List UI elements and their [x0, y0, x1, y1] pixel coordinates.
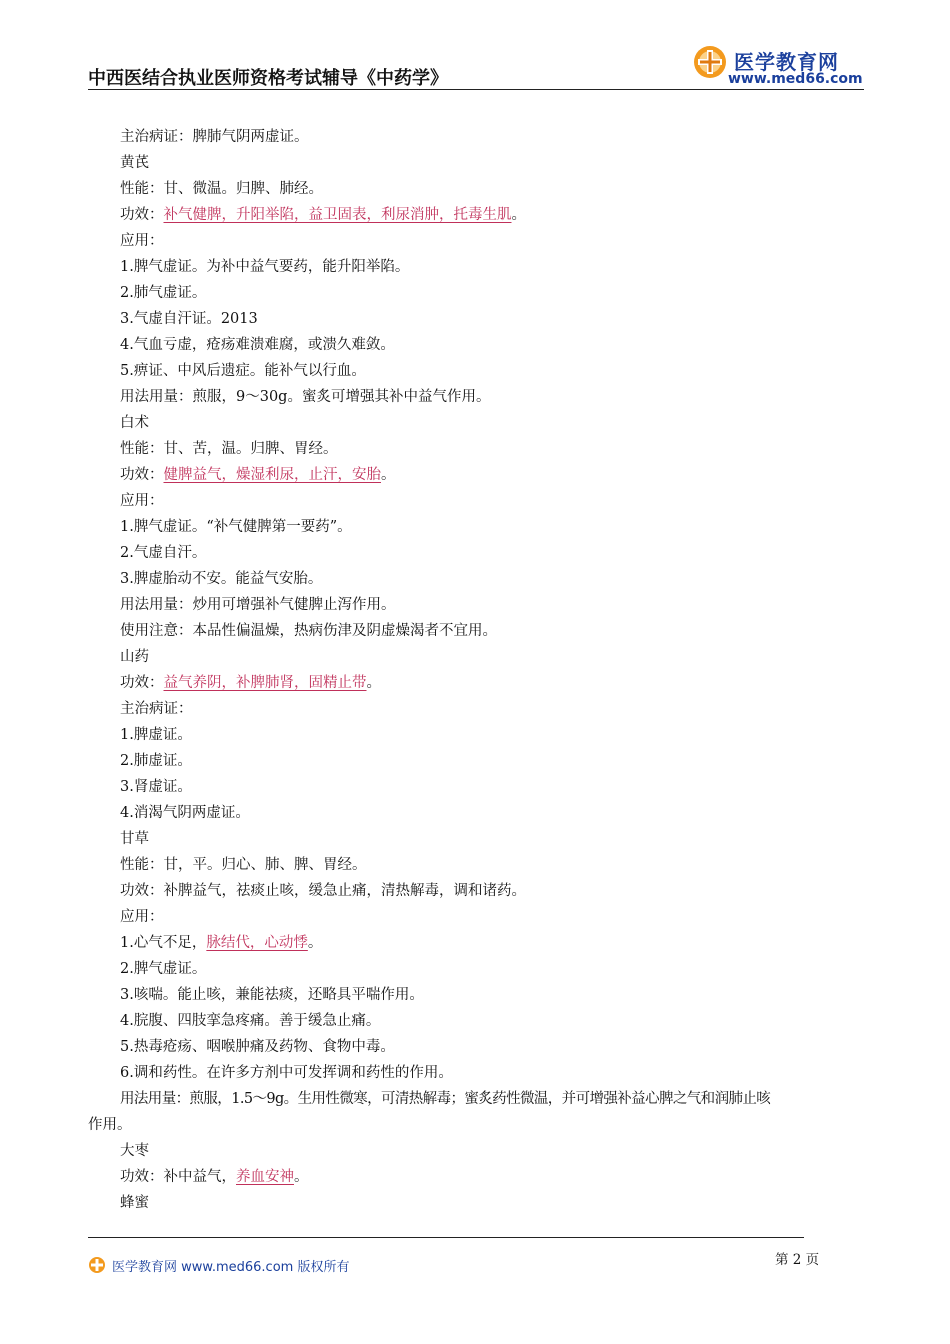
text-line	[88, 150, 866, 176]
text-segment: 3.气虚自汗证。2013	[120, 311, 258, 327]
text-line	[88, 540, 866, 566]
text-line	[88, 514, 866, 540]
text-segment: 应用：	[120, 493, 164, 509]
text-segment: 1.脾虚证。	[120, 727, 192, 743]
logo-name: 医学教育网	[734, 50, 839, 74]
text-segment: 大枣	[120, 1143, 149, 1159]
text-line	[88, 800, 866, 826]
dosage-paragraph	[88, 1086, 866, 1138]
text-segment: 主治病证：脾肺气阴两虚证。	[120, 129, 309, 145]
text-segment: 。	[511, 207, 526, 223]
text-segment: 。	[381, 467, 396, 483]
text-segment: 黄芪	[120, 155, 149, 171]
text-segment: 5.热毒疮疡、咽喉肿痛及药物、食物中毒。	[120, 1039, 395, 1055]
text-line	[88, 748, 866, 774]
text-line	[88, 124, 866, 150]
text-segment: 山药	[120, 649, 149, 665]
highlighted-text: 健脾益气，燥湿利尿，止汗，安胎	[163, 467, 381, 483]
logo-url: www.med66.com	[728, 71, 863, 87]
text-segment: 1.脾气虚证。为补中益气要药，能升阳举陷。	[120, 259, 410, 275]
text-line	[88, 696, 866, 722]
text-line	[88, 644, 866, 670]
text-segment: 3.脾虚胎动不安。能益气安胎。	[120, 571, 323, 587]
text-segment: 甘草	[120, 831, 149, 847]
text-segment: 2.脾气虚证。	[120, 961, 207, 977]
text-segment: 3.咳喘。能止咳，兼能祛痰，还略具平喘作用。	[120, 987, 424, 1003]
text-line	[88, 228, 866, 254]
text-segment: 2.肺气虚证。	[120, 285, 207, 301]
dosage-line-1: 用法用量：煎服，1.5～9g。生用性微寒，可清热解毒；蜜炙药性微温，并可增强补益心脾之气和润肺止咳	[120, 1091, 771, 1107]
text-line	[88, 1060, 866, 1086]
text-line	[88, 878, 866, 904]
highlighted-text: 益气养阴，补脾肺肾，固精止带	[163, 675, 367, 691]
text-line	[88, 1008, 866, 1034]
content-lines-tail	[88, 1138, 866, 1216]
text-line	[88, 1190, 866, 1216]
text-segment: 用法用量：煎服，9～30g。蜜炙可增强其补中益气作用。	[120, 389, 491, 405]
text-line	[88, 852, 866, 878]
text-segment: 5.痹证、中风后遗症。能补气以行血。	[120, 363, 366, 379]
text-segment: 白术	[120, 415, 149, 431]
text-segment: 4.脘腹、四肢挛急疼痛。善于缓急止痛。	[120, 1013, 381, 1029]
text-segment: 4.消渴气阴两虚证。	[120, 805, 250, 821]
text-segment: 性能：甘，平。归心、肺、脾、胃经。	[120, 857, 367, 873]
text-segment: 功效：	[120, 467, 164, 483]
text-segment: 功效：	[120, 675, 164, 691]
header-divider	[88, 89, 864, 90]
text-line	[88, 462, 866, 488]
text-line	[88, 1034, 866, 1060]
text-segment: 使用注意：本品性偏温燥，热病伤津及阴虚燥渴者不宜用。	[120, 623, 497, 639]
medical-cross-footer-icon	[88, 1256, 106, 1274]
text-line	[88, 826, 866, 852]
text-segment: 2.肺虚证。	[120, 753, 192, 769]
text-segment: 。	[307, 935, 323, 951]
text-segment: 功效：补脾益气，祛痰止咳，缓急止痛，清热解毒，调和诸药。	[120, 883, 526, 899]
text-segment: 主治病证：	[120, 701, 193, 717]
text-line	[88, 956, 866, 982]
text-segment: 功效：补中益气，	[120, 1169, 236, 1185]
header-title: 中西医结合执业医师资格考试辅导《中药学》	[88, 68, 448, 89]
text-segment: 6.调和药性。在许多方剂中可发挥调和药性的作用。	[120, 1065, 453, 1081]
text-segment: 应用：	[120, 909, 164, 925]
footer-divider	[88, 1237, 804, 1238]
text-segment: 蜂蜜	[120, 1195, 149, 1211]
text-line	[88, 202, 866, 228]
text-segment: 功效：	[120, 207, 164, 223]
text-line	[88, 332, 866, 358]
text-line	[88, 930, 866, 956]
text-segment: 应用：	[120, 233, 164, 249]
text-line	[88, 280, 866, 306]
content-lines	[88, 124, 866, 1086]
text-segment: 。	[294, 1169, 309, 1185]
site-logo[interactable]	[690, 40, 870, 90]
text-segment: 1.脾气虚证。“补气健脾第一要药”。	[120, 519, 352, 535]
text-line	[88, 904, 866, 930]
text-segment: 性能：甘、微温。归脾、肺经。	[120, 181, 323, 197]
text-segment: 2.气虚自汗。	[120, 545, 207, 561]
text-segment: 。	[366, 675, 381, 691]
text-line	[88, 670, 866, 696]
highlighted-text: 养血安神	[236, 1169, 294, 1185]
text-line	[88, 384, 866, 410]
medical-cross-logo-icon	[692, 44, 728, 80]
highlighted-text: 补气健脾，升阳举陷，益卫固表，利尿消肿，托毒生肌	[163, 207, 512, 223]
highlighted-text: 脉结代，心动悸	[206, 935, 308, 951]
dosage-line-2: 作用。	[88, 1117, 132, 1133]
text-segment: 性能：甘、苦，温。归脾、胃经。	[120, 441, 338, 457]
text-line	[88, 306, 866, 332]
text-line	[88, 176, 866, 202]
text-line	[88, 722, 866, 748]
text-segment: 4.气血亏虚，疮疡难溃难腐，或溃久难敛。	[120, 337, 395, 353]
text-line	[88, 618, 866, 644]
text-line	[88, 1138, 866, 1164]
text-line	[88, 566, 866, 592]
text-line	[88, 774, 866, 800]
text-line	[88, 358, 866, 384]
text-line	[88, 410, 866, 436]
document-body	[88, 124, 866, 1216]
text-segment: 1.心气不足，	[120, 935, 207, 951]
text-line	[88, 592, 866, 618]
text-line	[88, 982, 866, 1008]
text-segment: 用法用量：炒用可增强补气健脾止泻作用。	[120, 597, 396, 613]
text-line	[88, 254, 866, 280]
text-line	[88, 436, 866, 462]
text-segment: 3.肾虚证。	[120, 779, 192, 795]
text-line	[88, 488, 866, 514]
footer-copyright: 医学教育网 www.med66.com 版权所有	[112, 1260, 350, 1275]
text-line	[88, 1164, 866, 1190]
page-number: 第 2 页	[775, 1252, 820, 1268]
